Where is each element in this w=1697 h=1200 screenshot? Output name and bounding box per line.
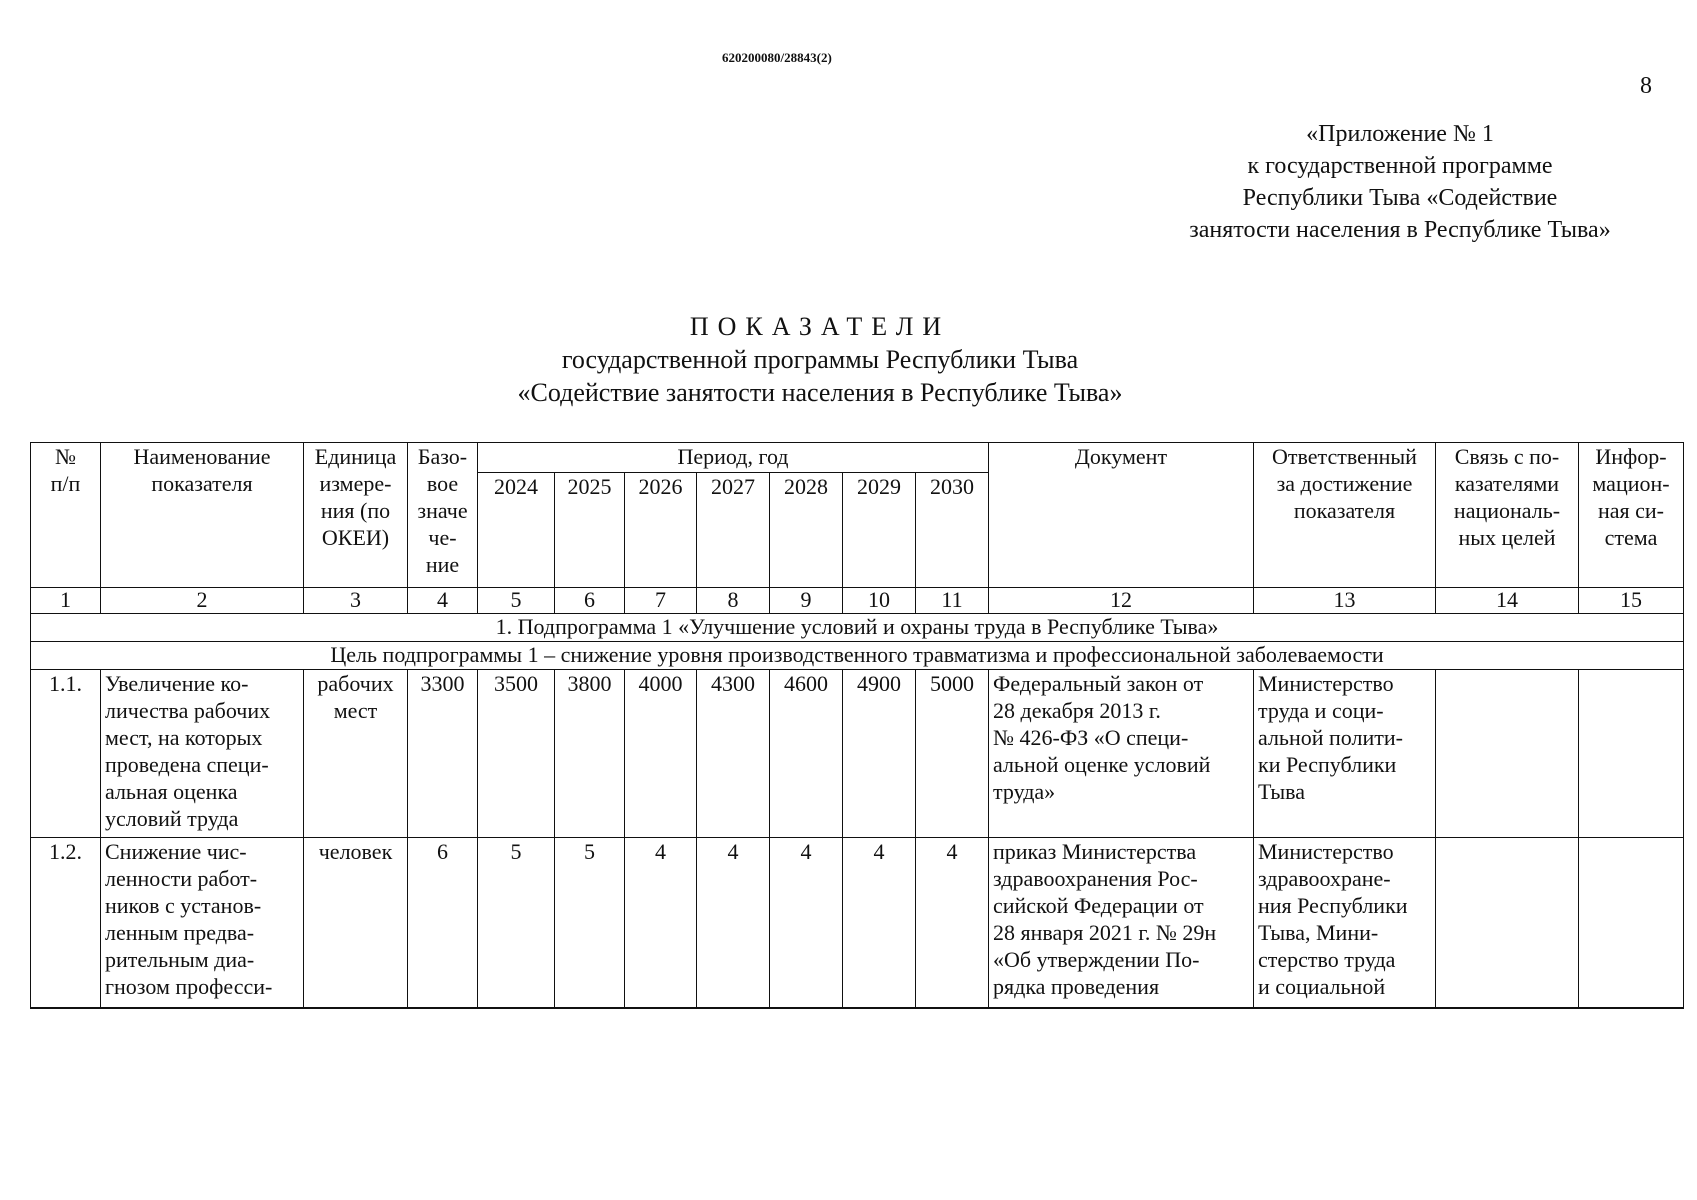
cell-line: стерство труда	[1258, 947, 1396, 972]
cell-line: 28 января 2021 г. № 29н	[993, 920, 1217, 945]
responsible	[1254, 838, 1436, 1008]
header-information-system	[1579, 443, 1684, 588]
year-value: 5000	[916, 670, 989, 838]
column-number: 13	[1254, 588, 1436, 614]
cell-line: альной полити-	[1258, 725, 1403, 750]
row-number: 1.2.	[31, 838, 101, 1008]
table-row	[31, 838, 1684, 1008]
cell-line: че-	[428, 525, 457, 550]
column-number: 11	[916, 588, 989, 614]
cell-line: измере-	[319, 471, 392, 496]
heading-line: «Содействие занятости населения в Республике Тыва»	[517, 378, 1123, 407]
column-number: 2	[101, 588, 304, 614]
cell-line: ленности работ-	[105, 866, 258, 891]
cell-line: ние	[425, 552, 460, 577]
year-value: 4	[916, 838, 989, 1008]
heading-line: государственной программы Республики Тыва	[561, 345, 1079, 374]
cell-line: значе	[417, 498, 468, 523]
year-value: 4	[843, 838, 916, 1008]
year-value: 5	[478, 838, 555, 1008]
document-heading	[320, 310, 1320, 409]
cell-line: условий труда	[105, 806, 239, 831]
column-number: 4	[408, 588, 478, 614]
header-year: 2025	[555, 473, 625, 588]
unit	[304, 838, 408, 1008]
appendix-line: к государственной программе	[1247, 153, 1553, 179]
cell-line: ников с установ-	[105, 893, 262, 918]
header-base-value	[408, 443, 478, 588]
document	[989, 838, 1254, 1008]
year-value: 4600	[770, 670, 843, 838]
cell-line: казателями	[1454, 471, 1560, 496]
header-year: 2027	[697, 473, 770, 588]
cell-line: человек	[318, 839, 393, 864]
cell-line: показателя	[1293, 498, 1396, 523]
registration-number: 620200080/28843(2)	[722, 50, 832, 65]
header-year: 2028	[770, 473, 843, 588]
cell-line: Ответственный	[1272, 444, 1417, 469]
cell-line: показателя	[151, 471, 253, 496]
column-number: 1	[31, 588, 101, 614]
cell-line: альная оценка	[105, 779, 238, 804]
information-system	[1579, 838, 1684, 1008]
cell-line: ная си-	[1597, 498, 1665, 523]
cell-line: альной оценке условий	[993, 752, 1211, 777]
indicator-name	[101, 838, 304, 1008]
header-year: 2030	[916, 473, 989, 588]
cell-line: мест	[333, 698, 378, 723]
cell-line: ленным предва-	[105, 920, 255, 945]
cell-line: «Об утверждении По-	[993, 947, 1200, 972]
cell-line: проведена специ-	[105, 752, 269, 777]
cell-line: Увеличение ко-	[105, 671, 249, 696]
information-system	[1579, 670, 1684, 838]
cell-line: Тыва	[1258, 779, 1305, 804]
cell-line: Снижение чис-	[105, 839, 247, 864]
year-value: 3800	[555, 670, 625, 838]
cell-line: Федеральный закон от	[993, 671, 1204, 696]
appendix-line: занятости населения в Республике Тыва»	[1189, 217, 1611, 243]
cell-line: националь-	[1453, 498, 1561, 523]
year-value: 4	[697, 838, 770, 1008]
header-unit	[304, 443, 408, 588]
cell-line: приказ Министерства	[993, 839, 1197, 864]
header-year: 2026	[625, 473, 697, 588]
cell-line: 28 декабря 2013 г.	[993, 698, 1161, 723]
row-number: 1.1.	[31, 670, 101, 838]
header-document	[989, 443, 1254, 588]
cell-line: Наименование	[133, 444, 271, 469]
indicator-name	[101, 670, 304, 838]
header-indicator-name	[101, 443, 304, 588]
base-value: 6	[408, 838, 478, 1008]
document	[989, 670, 1254, 838]
column-number: 3	[304, 588, 408, 614]
cell-line: личества рабочих	[105, 698, 271, 723]
base-value: 3300	[408, 670, 478, 838]
national-goals-link	[1436, 670, 1579, 838]
cell-line: труда»	[993, 779, 1056, 804]
cell-line: рядка проведения	[993, 974, 1160, 999]
header-national-goals-link	[1436, 443, 1579, 588]
cell-line: ния Республики	[1258, 893, 1408, 918]
national-goals-link	[1436, 838, 1579, 1008]
table-row	[31, 670, 1684, 838]
year-value: 4	[625, 838, 697, 1008]
page-number: 8	[1640, 73, 1652, 99]
cell-line: стема	[1604, 525, 1658, 550]
cell-line: ки Республики	[1258, 752, 1397, 777]
cell-line: мест, на которых	[105, 725, 263, 750]
column-number: 6	[555, 588, 625, 614]
column-number: 10	[843, 588, 916, 614]
cell-line: здравоохранения Рос-	[993, 866, 1198, 891]
heading-title: ПОКАЗАТЕЛИ	[689, 312, 951, 341]
cell-line: мацион-	[1592, 471, 1670, 496]
column-number: 15	[1579, 588, 1684, 614]
cell-line: №	[55, 444, 76, 469]
cell-line: № 426-ФЗ «О специ-	[993, 725, 1189, 750]
appendix-note	[1120, 118, 1680, 246]
cell-line: Инфор-	[1595, 444, 1667, 469]
cell-line: Министерство	[1258, 671, 1394, 696]
cell-line: п/п	[50, 471, 81, 496]
cell-line: за достижение	[1276, 471, 1413, 496]
cell-line: труда и соци-	[1258, 698, 1384, 723]
year-value: 5	[555, 838, 625, 1008]
cell-line: сийской Федерации от	[993, 893, 1204, 918]
indicators-table	[30, 442, 1684, 1009]
column-number: 12	[989, 588, 1254, 614]
column-number: 14	[1436, 588, 1579, 614]
year-value: 4000	[625, 670, 697, 838]
year-value: 4	[770, 838, 843, 1008]
appendix-line: Республики Тыва «Содействие	[1242, 185, 1558, 211]
header-year: 2029	[843, 473, 916, 588]
cell-line: ОКЕИ)	[321, 525, 390, 550]
header-year: 2024	[478, 473, 555, 588]
column-number: 8	[697, 588, 770, 614]
cell-line: ных целей	[1458, 525, 1556, 550]
cell-line: Единица	[314, 444, 397, 469]
column-number: 9	[770, 588, 843, 614]
cell-line: здравоохране-	[1258, 866, 1391, 891]
subprogram-title: 1. Подпрограмма 1 «Улучшение условий и охраны труда в Республике Тыва»	[31, 614, 1684, 642]
cell-line: Тыва, Мини-	[1258, 920, 1379, 945]
header-responsible	[1254, 443, 1436, 588]
header-period: Период, год	[478, 443, 989, 473]
year-value: 4900	[843, 670, 916, 838]
cell-line: ния (по	[320, 498, 391, 523]
cell-line: Базо-	[417, 444, 468, 469]
year-value: 4300	[697, 670, 770, 838]
cell-line: Связь с по-	[1454, 444, 1560, 469]
cell-line: Документ	[1074, 444, 1168, 469]
cell-line: и социальной	[1258, 974, 1386, 999]
responsible	[1254, 670, 1436, 838]
appendix-line: «Приложение № 1	[1306, 121, 1494, 147]
cell-line: Министерство	[1258, 839, 1394, 864]
cell-line: рабочих	[317, 671, 394, 696]
column-number: 5	[478, 588, 555, 614]
year-value: 3500	[478, 670, 555, 838]
column-number: 7	[625, 588, 697, 614]
cell-line: вое	[426, 471, 459, 496]
subprogram-goal: Цель подпрограммы 1 – снижение уровня производственного травматизма и профессиональной заболеваемости	[31, 642, 1684, 670]
unit	[304, 670, 408, 838]
cell-line: гнозом професси-	[105, 974, 273, 999]
header-number	[31, 443, 101, 588]
cell-line: рительным диа-	[105, 947, 255, 972]
